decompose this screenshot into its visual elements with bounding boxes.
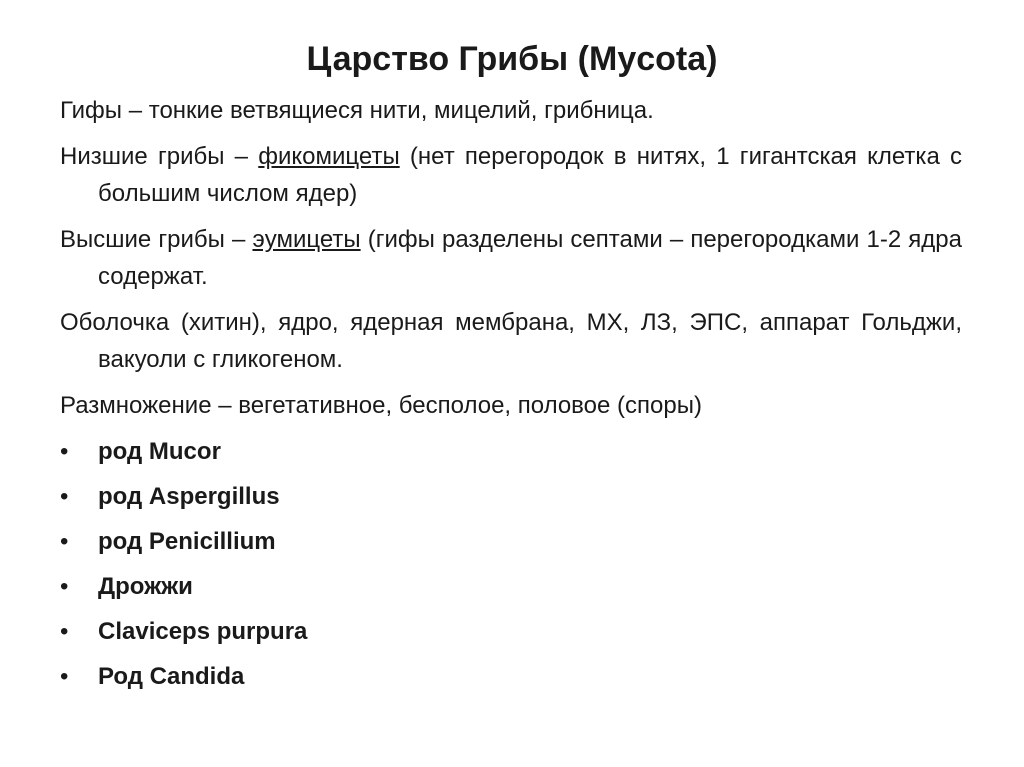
- genus-item-claviceps: [60, 613, 962, 650]
- genus-item-aspergillus: [60, 478, 962, 515]
- genus-label: Claviceps purpura: [98, 618, 308, 645]
- paragraph-text: Гифы – тонкие ветвящиеся нити, мицелий, грибница.: [60, 97, 654, 124]
- term-phycomycetes: фикомицеты: [258, 143, 400, 170]
- paragraph-text: Размножение – вегетативное, бесполое, половое (споры): [60, 392, 702, 419]
- bullet-icon: •: [60, 483, 69, 510]
- bullet-icon: •: [60, 663, 69, 690]
- bullet-icon: •: [60, 618, 69, 645]
- paragraph-hyphae: [60, 92, 962, 129]
- genus-list: [60, 433, 962, 695]
- paragraph-text: (гифы разделены септами – перегородками 1-2 ядра содержат.: [98, 226, 962, 290]
- paragraph-text: Высшие грибы –: [60, 226, 253, 253]
- bullet-icon: •: [60, 573, 69, 600]
- genus-label: Род Candida: [98, 663, 245, 690]
- paragraph-cell-structure: [60, 304, 962, 378]
- paragraph-lower-fungi: [60, 138, 962, 212]
- genus-label: род Penicillium: [98, 528, 276, 555]
- slide-title: Царство Грибы (Mycota): [306, 40, 718, 78]
- paragraph-text: (нет перегородок в нитях, 1 гигантская клетка с большим числом ядер): [98, 143, 963, 207]
- paragraph-text: Низшие грибы –: [60, 143, 259, 170]
- bullet-icon: •: [60, 438, 69, 465]
- term-eumycetes: эумицеты: [252, 226, 361, 253]
- slide-body: [60, 92, 962, 703]
- bullet-icon: •: [60, 528, 69, 555]
- paragraph-text: Оболочка (хитин), ядро, ядерная мембрана, МХ, ЛЗ, ЭПС, аппарат Гольджи, вакуоли с гликогеном.: [60, 309, 962, 373]
- genus-label: род Mucor: [98, 438, 221, 465]
- paragraph-higher-fungi: [60, 221, 962, 295]
- genus-item-yeast: [60, 568, 962, 605]
- genus-label: род Aspergillus: [98, 483, 280, 510]
- genus-label: Дрожжи: [98, 573, 193, 600]
- genus-item-candida: [60, 658, 962, 695]
- genus-item-penicillium: [60, 523, 962, 560]
- paragraph-reproduction: [60, 387, 962, 424]
- genus-item-mucor: [60, 433, 962, 470]
